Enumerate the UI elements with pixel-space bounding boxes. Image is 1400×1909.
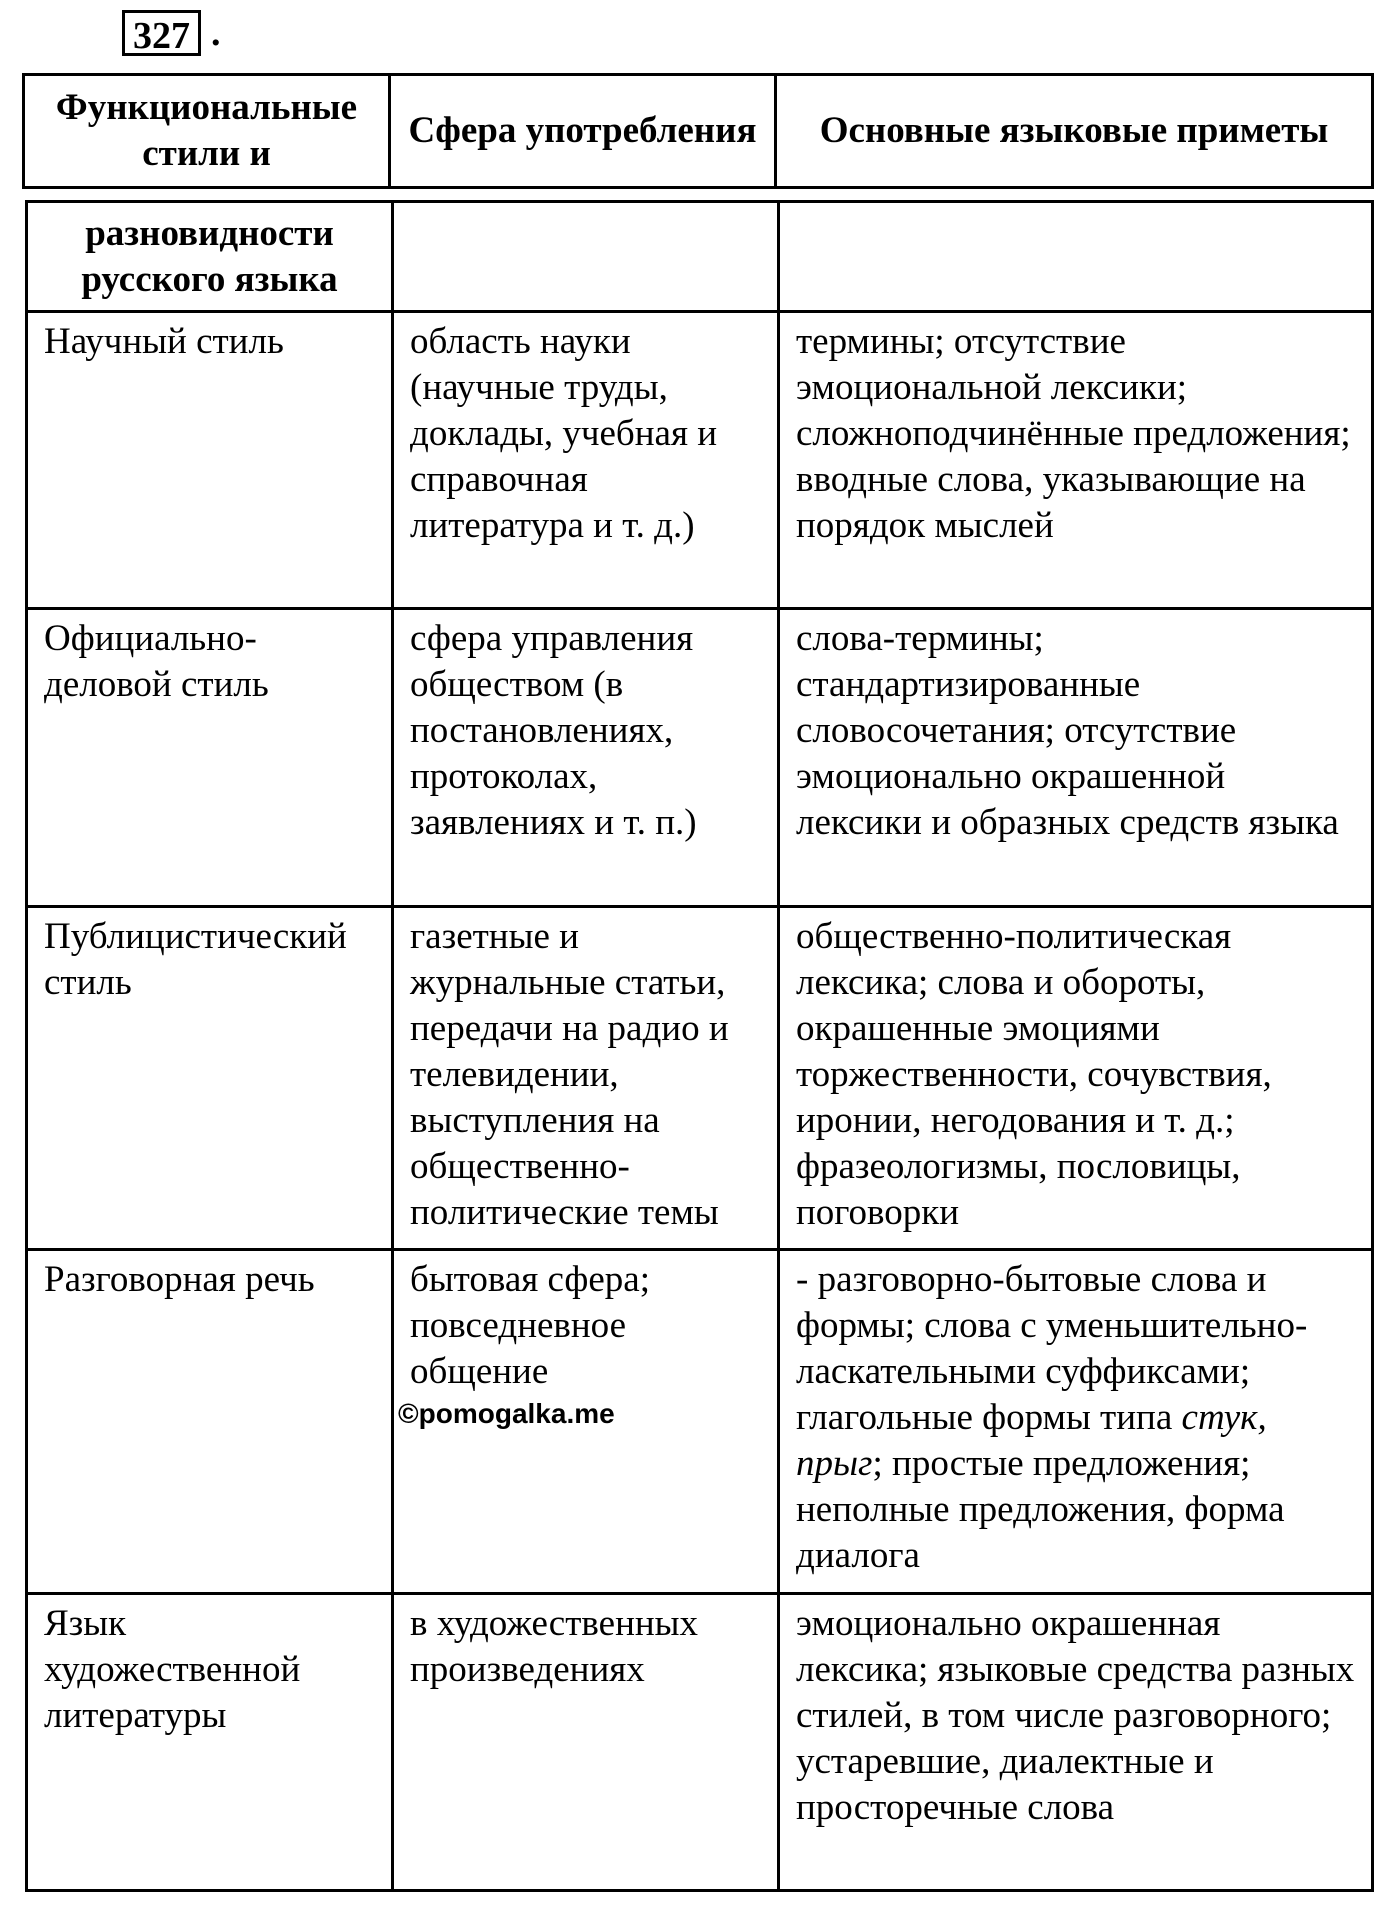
style-name-cell: Официально-деловой стиль <box>27 609 393 907</box>
features-cell: общественно-политическая лексика; слова и обороты, окрашенные эмоциями торжественности, сочувствия, иронии, негодования и т. д.; фразеологизмы, пословицы, поговорки <box>779 907 1373 1250</box>
header-empty-cell <box>393 202 779 312</box>
header-sphere-cell <box>390 75 776 188</box>
header-row <box>24 75 1373 188</box>
header-sphere-label: Сфера употребления <box>408 110 757 151</box>
features-text: ; простые предложения; неполные предложения, форма диалога <box>796 1443 1285 1576</box>
table-row <box>27 1594 1373 1891</box>
header-empty-cell <box>779 202 1373 312</box>
table-row <box>27 907 1373 1250</box>
exercise-number-dot: . <box>211 12 221 54</box>
table-row <box>27 609 1373 907</box>
sphere-cell <box>393 1250 779 1594</box>
header-styles-continued-cell <box>27 202 393 312</box>
sphere-cell: область науки (научные труды, доклады, учебная и справочная литература и т. д.) <box>393 312 779 609</box>
features-cell: эмоционально окрашенная лексика; языковые средства разных стилей, в том числе разговорного; устаревшие, диалектные и просторечные слова <box>779 1594 1373 1891</box>
styles-table <box>25 200 1374 1892</box>
watermark: ©pomogalka.me <box>398 1398 615 1429</box>
sphere-cell: в художественных произведениях <box>393 1594 779 1891</box>
style-name-cell: Научный стиль <box>27 312 393 609</box>
header-styles-cell <box>24 75 390 188</box>
features-italic-example: стук, прыг <box>796 1397 1267 1484</box>
table-row <box>27 1250 1373 1594</box>
exercise-number: 327 <box>122 10 201 56</box>
header-continuation-row <box>27 202 1373 312</box>
table-row <box>27 312 1373 609</box>
features-cell <box>779 1250 1373 1594</box>
style-name-cell: Публицистический стиль <box>27 907 393 1250</box>
header-features-cell <box>776 75 1373 188</box>
features-cell: слова-термины; стандартизированные словосочетания; отсутствие эмоционально окрашенной лексики и образных средств языка <box>779 609 1373 907</box>
style-name-cell: Язык художественной литературы <box>27 1594 393 1891</box>
sphere-cell: сфера управления обществом (в постановлениях, протоколах, заявлениях и т. п.) <box>393 609 779 907</box>
sphere-cell: газетные и журнальные статьи, передачи на радио и телевидении, выступления на общественно-политические темы <box>393 907 779 1250</box>
features-cell: термины; отсутствие эмоциональной лексики; сложноподчинённые предложения; вводные слова, указывающие на порядок мыслей <box>779 312 1373 609</box>
sphere-text: бытовая сфера; повседневное общение <box>410 1259 651 1392</box>
header-styles-label: Функциональные стили и <box>55 87 358 174</box>
features-text: - разговорно-бытовые слова и формы; слова с уменьшительно-ласкательными суффиксами; глагольные формы типа <box>796 1259 1308 1438</box>
header-styles-continued-label: разновидности русского языка <box>81 212 338 300</box>
header-features-label: Основные языковые приметы <box>819 110 1329 151</box>
style-name-cell: Разговорная речь <box>27 1250 393 1594</box>
table-header <box>22 73 1374 189</box>
